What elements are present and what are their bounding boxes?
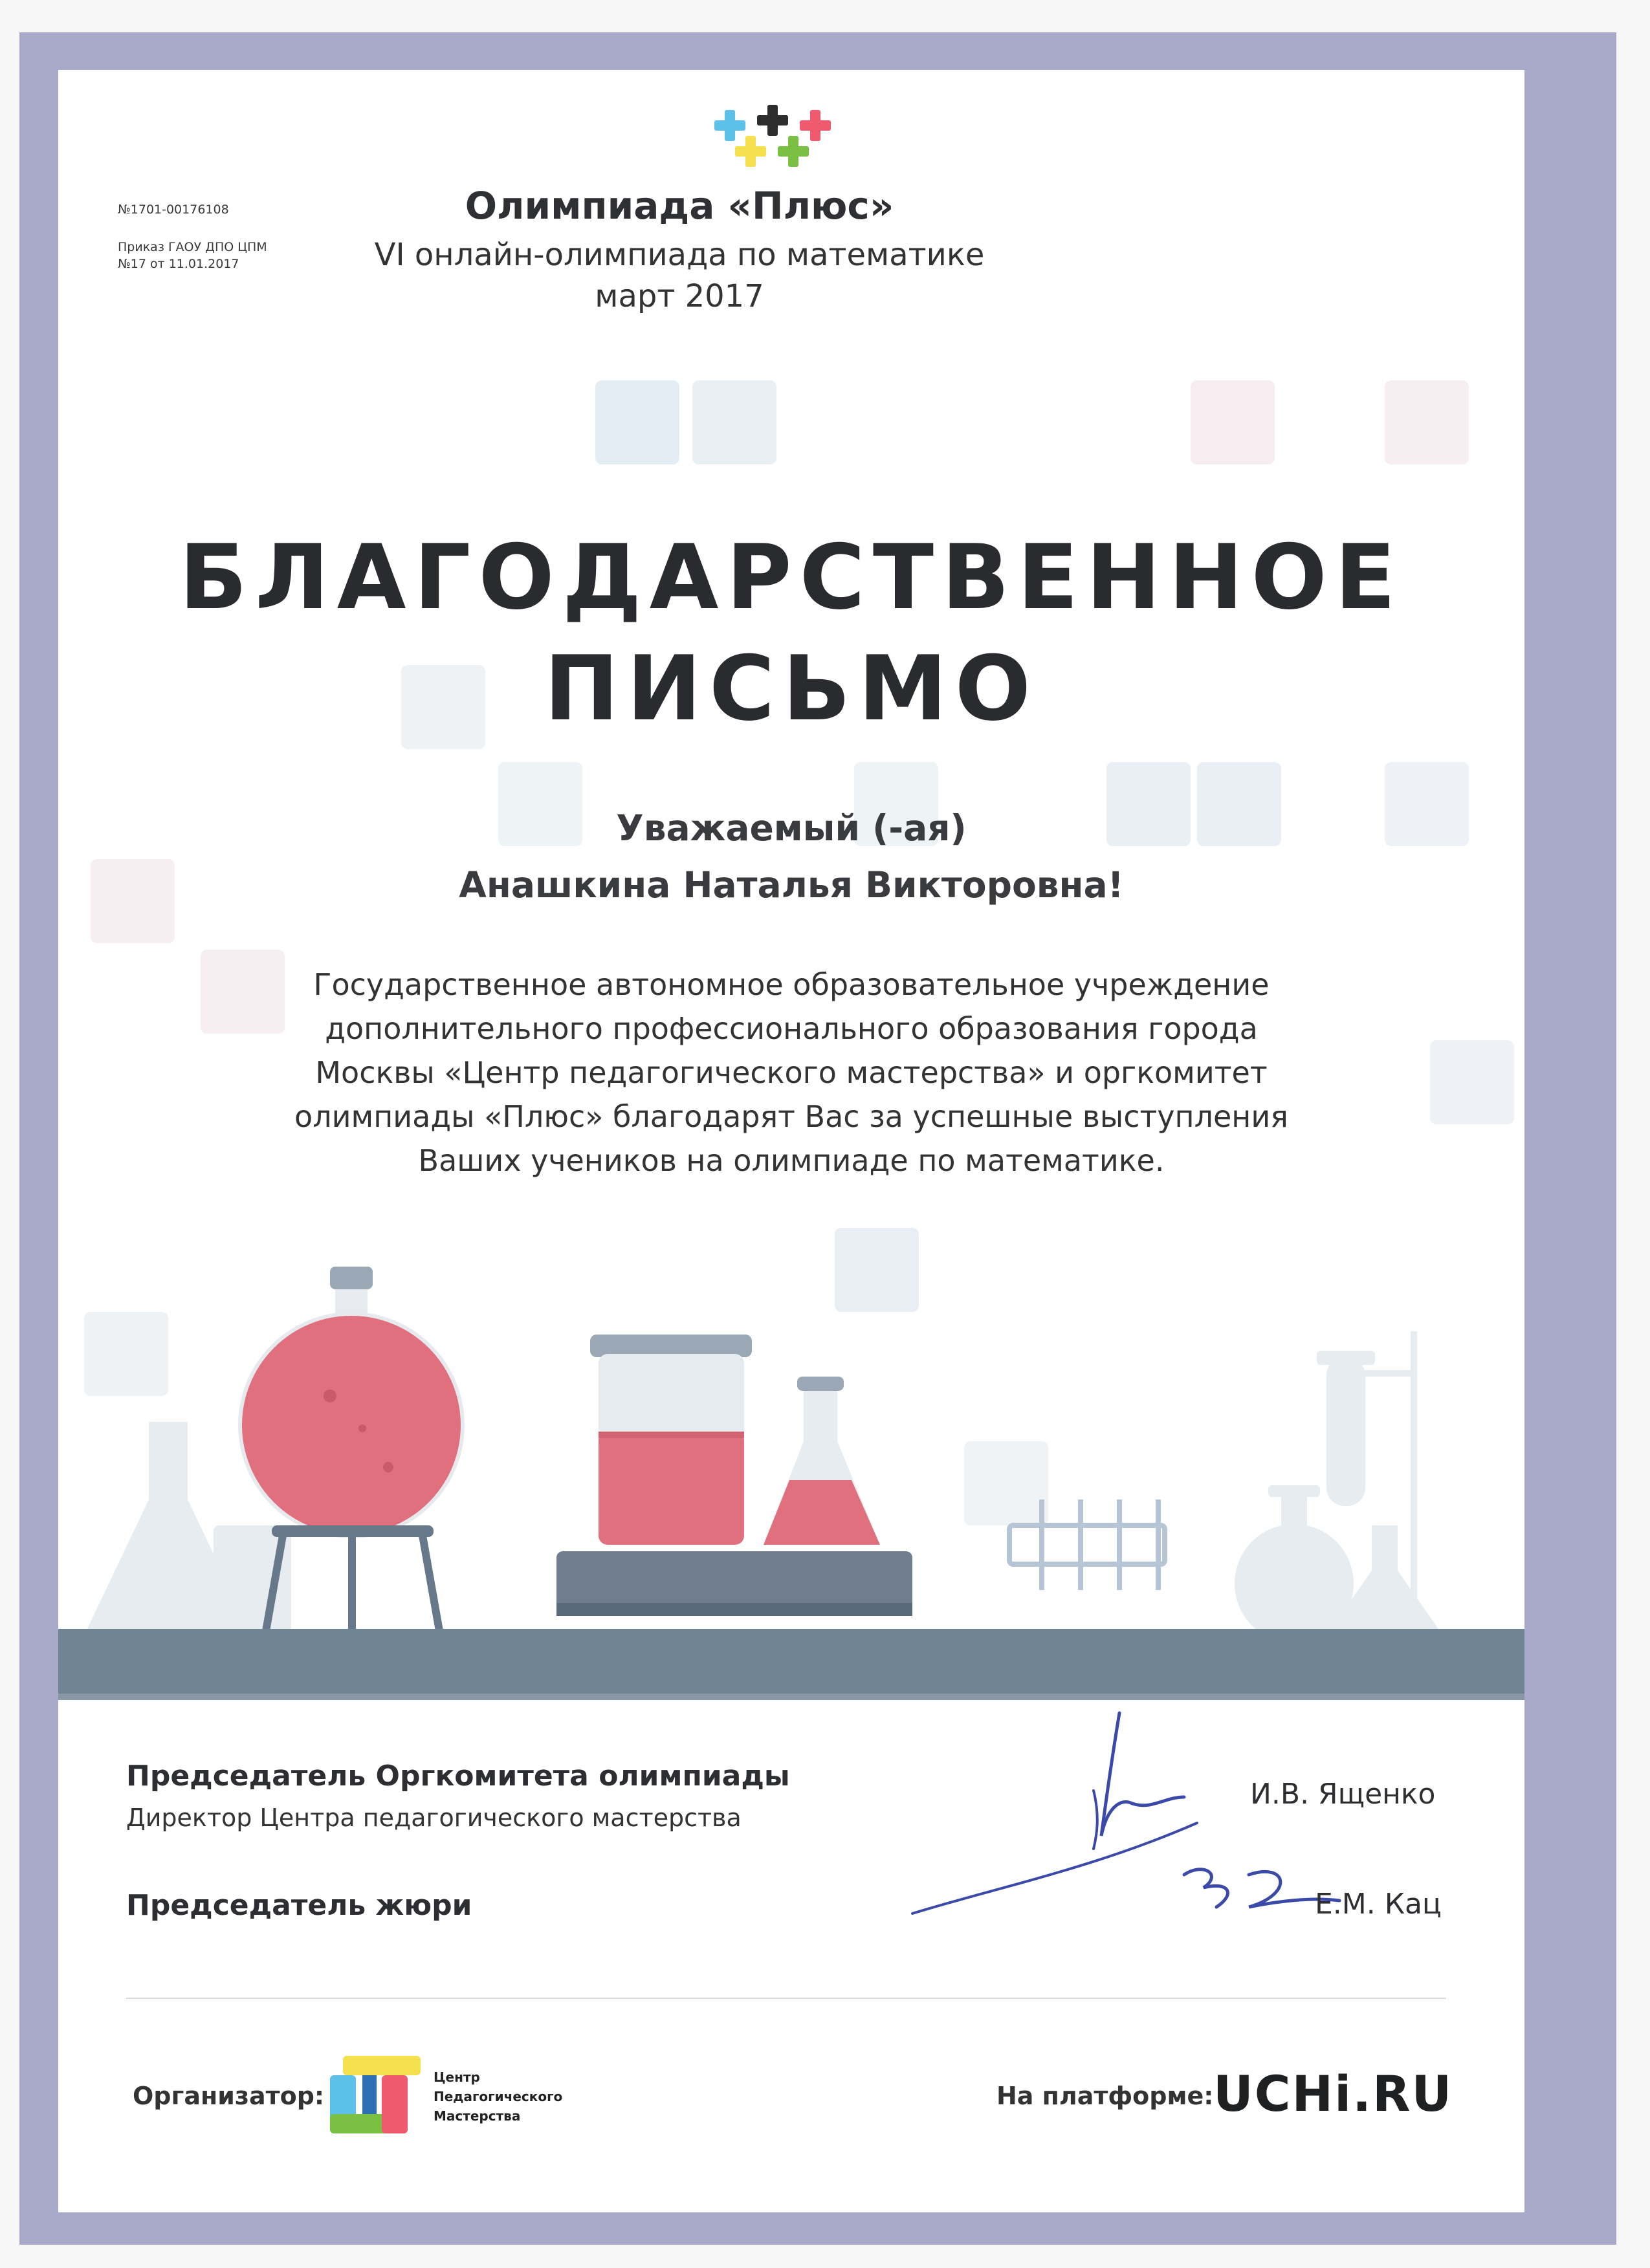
chair-name: И.В. Ященко [1250,1778,1436,1811]
document-number: №1701-00176108 [118,202,229,217]
beaker [590,1335,752,1545]
round-flask [240,1267,463,1536]
olympiad-edition: VI онлайн-олимпиада по математике [374,237,985,273]
laboratory-illustration [58,1221,1524,1758]
chair-title: Председатель Оргкомитета олимпиады [126,1760,790,1793]
recipient-name: Анашкина Наталья Викторовна! [459,864,1124,906]
platform-label: На платформе: [996,2082,1214,2110]
jury-name: Е.М. Кац [1315,1888,1442,1921]
test-tube-rack [1009,1499,1165,1590]
order-line-2: №17 от 11.01.2017 [118,257,239,271]
title-line-2: ПИСЬМО [544,637,1039,741]
plus-green [778,136,809,167]
center-name-line: Центр [434,2069,480,2085]
plus-dark [757,105,788,136]
chair-subtitle: Директор Центра педагогического мастерства [126,1804,742,1832]
body-line: олимпиады «Плюс» благодарят Вас за успешные выступления [294,1099,1288,1134]
body-paragraph [58,963,1524,1183]
olympiad-name: Олимпиада «Плюс» [465,184,894,228]
certificate-sheet [58,70,1524,2212]
lab-table [58,1629,1524,1694]
footer-divider [126,1998,1446,1999]
olympiad-plus-logo [712,98,867,182]
body-line: Ваших учеников на олимпиаде по математике. [418,1143,1165,1178]
hot-plate [556,1551,912,1616]
body-line: Государственное автономное образовательное учреждение [313,967,1270,1002]
title-line-1: БЛАГОДАРСТВЕННОЕ [179,525,1404,629]
body-line: дополнительного профессионального образования города [325,1011,1258,1046]
pedagogical-center-logo [330,2056,427,2140]
uchi-ru-logo: UCHi.RU [1213,2065,1453,2122]
plus-red [800,110,831,141]
organizer-label: Организатор: [133,2082,325,2110]
jury-title: Председатель жюри [126,1889,472,1922]
center-name-line: Педагогического [434,2089,563,2104]
olympiad-date: март 2017 [595,278,764,314]
plus-yellow [735,136,766,167]
order-line-1: Приказ ГАОУ ДПО ЦПМ [118,240,267,254]
erlenmeyer-flask [764,1377,880,1545]
center-name-line: Мастерства [434,2108,521,2124]
center-name [434,2067,562,2126]
body-line: Москвы «Центр педагогического мастерства» и оргкомитет [315,1055,1268,1090]
salutation: Уважаемый (-ая) [616,807,967,849]
plus-blue [714,110,745,141]
